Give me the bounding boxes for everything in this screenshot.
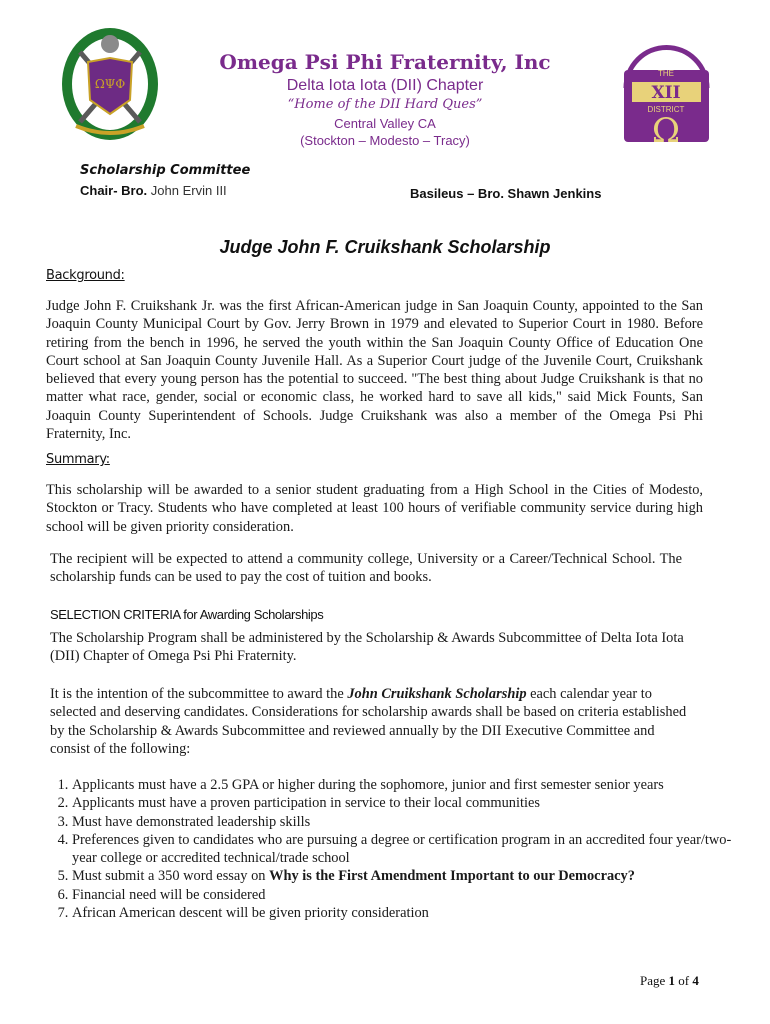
chapter-name: Delta Iota Iota (DII) Chapter — [286, 77, 484, 94]
chair-prefix: Chair- Bro. — [80, 183, 148, 198]
basileus-name: Basileus – Bro. Shawn Jenkins — [410, 186, 602, 201]
selection-paragraph: The Scholarship Program shall be administered by the Scholarship & Awards Subcommittee of Delta Iota Iota (DII) Chapter of Omega Psi Phi Fraternity. — [50, 630, 684, 665]
fraternity-crest-logo — [58, 22, 162, 144]
criteria-item: 1. Applicants must have a 2.5 GPA or higher during the sophomore, junior and first semester senior years — [72, 776, 742, 794]
region-name: Central Valley CA — [334, 116, 436, 131]
committee-label: Scholarship Committee — [80, 163, 251, 178]
summary-heading: Summary: — [46, 452, 110, 467]
essay-topic: Why is the First Amendment Important to our Democracy? — [269, 868, 635, 885]
page-total: 4 — [692, 973, 699, 988]
svg-text:Ω: Ω — [651, 111, 681, 148]
summary-paragraph-2: The recipient will be expected to attend a community college, University or a Career/Technical School. The scholarship funds can be used to pay the cost of tuition and books. — [50, 551, 682, 586]
intent-prefix: It is the intention of the subcommittee to award the — [50, 686, 348, 702]
background-heading: Background: — [46, 268, 125, 283]
criteria-5-prefix: Must submit a 350 word essay on — [72, 868, 270, 885]
svg-text:DISTRICT: DISTRICT — [647, 105, 685, 114]
committee-chair — [80, 183, 227, 198]
org-title: Omega Psi Phi Fraternity, Inc — [219, 50, 551, 74]
document-title: Judge John F. Cruikshank Scholarship — [219, 237, 551, 257]
intent-suffix: each calendar year to selected and deserving candidates. Considerations for scholarship awards shall be based on criteria established by the Scholarship & Awards Subcommittee and reviewed annually by the DII Executive Committee and consist of the following: — [50, 686, 687, 757]
svg-text:ΩΨΦ: ΩΨΦ — [94, 77, 126, 91]
district-logo — [618, 40, 715, 148]
criteria-item — [72, 867, 742, 885]
criteria-item: 4. Preferences given to candidates who are pursuing a degree or certification program in an accredited four year/two-year college or accredited technical/trade school — [72, 831, 742, 868]
chair-name: John Ervin III — [150, 183, 227, 198]
page-label: Page — [640, 973, 666, 988]
criteria-item: 3. Must have demonstrated leadership skills — [72, 813, 742, 831]
page-current: 1 — [668, 973, 676, 988]
selection-criteria-heading: SELECTION CRITERIA for Awarding Scholarships — [50, 607, 324, 622]
background-paragraph: Judge John F. Cruikshank Jr. was the first African-American judge in San Joaquin County, appointed to the San Joaquin County Municipal Court by Gov. Jerry Brown in 1979 and elevated to Superior Court in 1980. Before retiring from the bench in 1996, he served the youth within the San Joaquin County Office of Education One Court school at San Joaquin County Juvenile Hall. As a Superior Court judge of the Juvenile Court, Cruikshank believed that every young person has the potential to succeed. "The best thing about Judge Cruikshank is that no matter what race, gender, social or economic class, he worked hard to save all kids," said Mick Founts, San Joaquin County Superintendent of Schools. Judge Cruikshank was also a member of the Omega Psi Phi Fraternity, Inc. — [46, 298, 703, 443]
criteria-item: 2. Applicants must have a proven participation in service to their local communities — [72, 794, 742, 812]
criteria-item: 7. African American descent will be given priority consideration — [72, 904, 742, 922]
summary-paragraph-1: This scholarship will be awarded to a senior student graduating from a High School in the Cities of Modesto, Stockton or Tracy. Students who have completed at least 100 hours of verifiable community service during high school will be given priority consideration. — [46, 482, 703, 535]
scholarship-name-emphasis: John Cruikshank Scholarship — [347, 686, 527, 702]
svg-text:THE: THE — [658, 69, 674, 78]
intent-paragraph — [50, 685, 690, 758]
city-list: (Stockton – Modesto – Tracy) — [300, 133, 470, 148]
page-number — [640, 973, 699, 989]
page-of: of — [678, 973, 690, 988]
criteria-list — [46, 776, 742, 922]
chapter-tagline: “Home of the DII Hard Ques” — [287, 97, 483, 112]
criteria-item: 6. Financial need will be considered — [72, 886, 742, 904]
svg-text:XII: XII — [651, 83, 681, 103]
